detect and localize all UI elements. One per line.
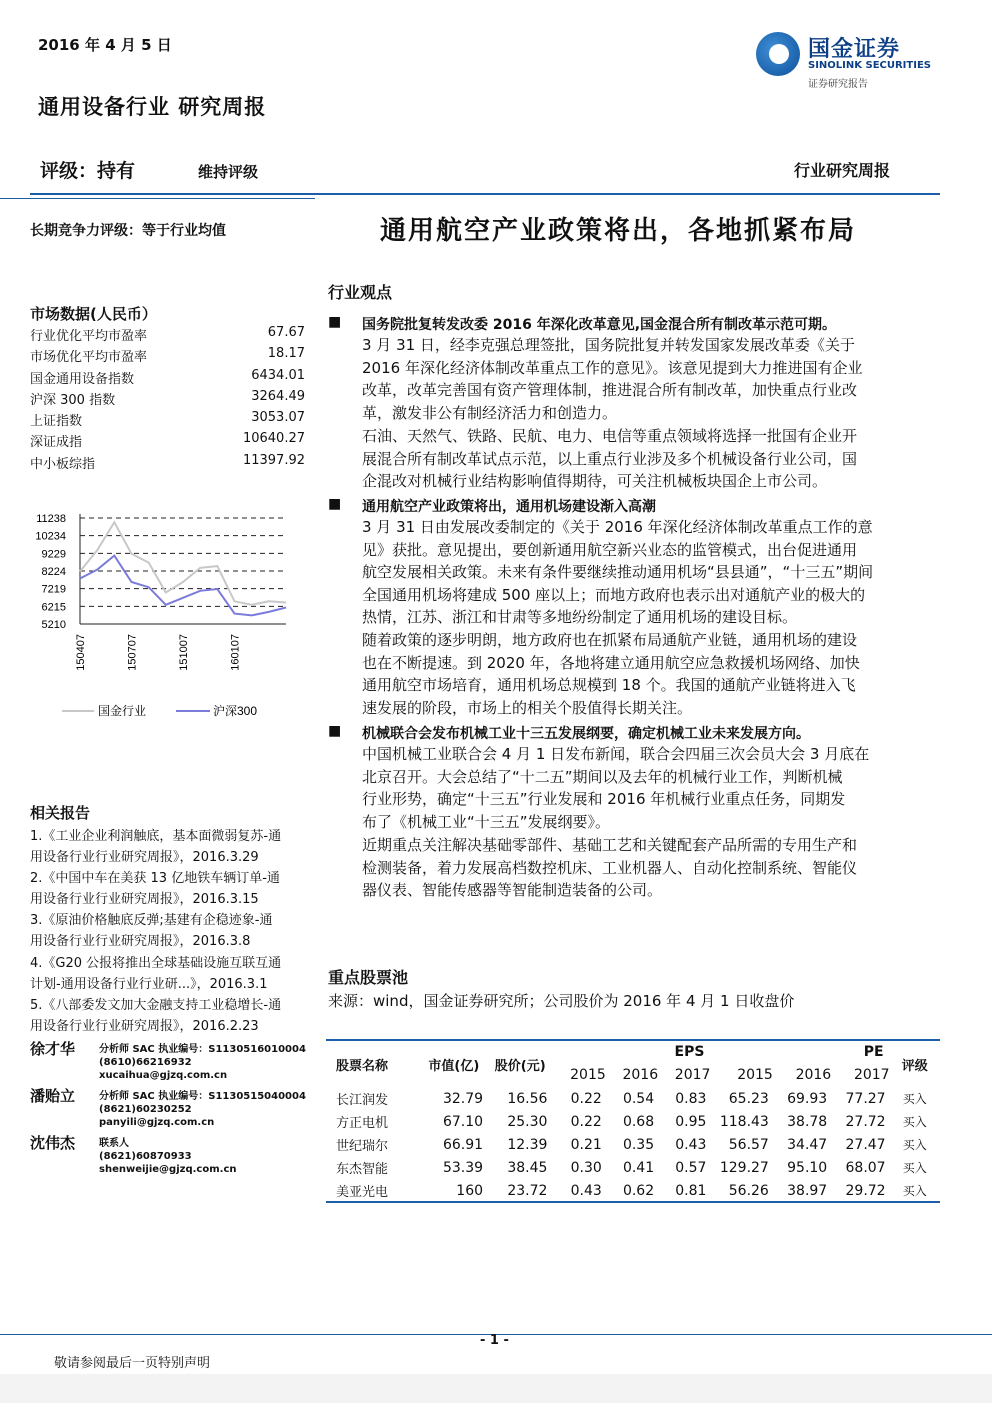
table-cell: 56.57 (728, 1136, 769, 1153)
table-cell: 38.45 (507, 1159, 548, 1176)
table-cell: 67.10 (442, 1113, 484, 1130)
related-report-line: 计划-通用设备行业行业研...》，2016.3.1 (30, 977, 268, 992)
market-row (30, 325, 305, 345)
text-line: 检测装备，着力发展高档数控机床、工业机器人、自动化控制系统、智能仪 (362, 858, 858, 877)
sidebar-divider (0, 198, 315, 199)
market-value: 67.67 (267, 325, 305, 340)
market-row (30, 368, 305, 388)
text-line: 3 月 31 日，经李克强总理签批，国务院批复并转发国家发展改革委《关于 (362, 336, 855, 354)
text-line: 革，激发非公有制经济活力和创造力。 (362, 403, 618, 422)
table-row (326, 1156, 940, 1179)
report-subtitle: 通用设备行业 研究周报 (38, 95, 267, 119)
table-cell: 95.10 (787, 1159, 828, 1176)
related-report-line: 3.《原油价格触底反弹;基建有企稳迹象-通 (30, 913, 273, 928)
table-row (326, 1087, 940, 1110)
table-cell: 68.07 (845, 1159, 886, 1176)
analyst-phone: (8610)66216932 (99, 1057, 192, 1068)
table-cell: 38.78 (787, 1113, 828, 1130)
table-cell: 0.43 (675, 1136, 707, 1153)
y-tick-label: 8224 (41, 566, 66, 578)
text-line: 随着政策的逐步明朗，地方政府也在抓紧布局通航产业链，通用机场的建设 (362, 631, 858, 649)
y-tick-label: 6215 (41, 601, 66, 614)
table-cell: 53.39 (442, 1159, 484, 1176)
market-label: 行业优化平均市盈率 (30, 329, 148, 344)
analyst-role: 联系人 (99, 1138, 129, 1149)
market-value: 18.17 (267, 346, 305, 361)
y-tick-label: 10234 (35, 530, 66, 543)
table-cell: 买入 (902, 1115, 927, 1129)
market-label: 沪深 300 指数 (30, 393, 116, 408)
market-row (30, 389, 305, 409)
table-cell: 0.21 (570, 1136, 602, 1153)
stock-table (326, 1041, 940, 1202)
text-line: 石油、天然气、铁路、民航、电力、电信等重点领域将选择一批国有企业开 (362, 427, 858, 445)
table-cell: 56.26 (728, 1182, 769, 1199)
table-cell: 方正电机 (336, 1116, 389, 1131)
text-line: 航空发展相关政策。未来有条件要继续推动通用机场“县县通”，“十三五”期间 (362, 563, 874, 582)
series-line (80, 522, 286, 605)
table-cell: 长江润发 (336, 1093, 389, 1108)
text-line: 见》获批。意见提出，要创新通用航空新兴业态的监管模式，出台促进通用 (362, 540, 858, 559)
x-tick-label: 151007 (178, 634, 190, 671)
analyst-name: 徐才华 (30, 1040, 76, 1058)
table-cell: 买入 (902, 1161, 927, 1175)
text-line: 速发展的阶段，市场上的相关个股值得长期关注。 (362, 698, 693, 717)
table-cell: 买入 (902, 1092, 927, 1106)
table-cell: 129.27 (719, 1159, 769, 1176)
year-cell: 2017 (853, 1067, 890, 1083)
table-cell: 买入 (902, 1138, 927, 1152)
analyst-info (99, 1137, 237, 1176)
table-cell: 69.93 (787, 1090, 828, 1107)
table-cell: 32.79 (442, 1090, 484, 1107)
table-cell: 0.62 (622, 1182, 655, 1199)
text-line: 3 月 31 日由发展改委制定的《关于 2016 年深化经济体制改革重点工作的意 (362, 518, 873, 536)
analyst-email[interactable]: panyili@gjzq.com.cn (99, 1117, 215, 1128)
text-line: 布了《机械工业“十三五”发展纲要》。 (362, 812, 611, 831)
year-cell: 2015 (737, 1067, 773, 1083)
text-line: 全国通用机场将建成 500 座以上；而地方政府也表示出对通航产业的极大的 (362, 585, 866, 604)
table-cell: 29.72 (845, 1182, 886, 1199)
market-label: 中小板综指 (30, 457, 96, 472)
related-report-line: 用设备行业行业研究周报》，2016.3.15 (30, 892, 259, 907)
table-cell: 16.56 (507, 1090, 548, 1107)
market-label: 国金通用设备指数 (30, 372, 135, 387)
col-mcap: 市值(亿) (428, 1058, 480, 1074)
report-date: 2016 年 4 月 5 日 (38, 36, 172, 54)
legend-label: 国金行业 (98, 704, 147, 718)
paragraph (362, 629, 944, 719)
logo-sub-text: 证券研究报告 (808, 79, 868, 90)
market-value: 11397.92 (242, 453, 305, 468)
related-report-line: 5.《八部委发文加大金融支持工业稳增长-通 (30, 998, 282, 1013)
table-bottom-rule (326, 1201, 940, 1203)
table-cell: 0.22 (570, 1090, 602, 1107)
stock-pool-title: 重点股票池 (328, 968, 409, 987)
market-row (30, 346, 305, 366)
related-report-item[interactable] (30, 826, 320, 868)
related-report-item[interactable] (30, 995, 320, 1037)
table-cell: 美亚光电 (336, 1185, 389, 1200)
analyst-phone: (8621)60870933 (99, 1151, 192, 1162)
analyst-email[interactable]: xucaihua@gjzq.com.cn (99, 1070, 228, 1081)
table-cell: 34.47 (787, 1136, 828, 1153)
text-line: 改革，改革完善国有资产管理体制，推进混合所有制改革，加快重点行业改 (362, 381, 858, 400)
table-row (326, 1179, 940, 1202)
text-line: 中国机械工业联合会 4 月 1 日发布新闻，联合会四届三次会员大会 3 月底在 (362, 745, 870, 763)
footer-band (0, 1374, 992, 1403)
section-heading: 机械联合会发布机械工业十三五发展纲要，确定机械工业未来发展方向。 (362, 726, 810, 742)
related-report-line: 用设备行业行业研究周报》，2016.3.29 (30, 850, 259, 865)
related-report-item[interactable] (30, 868, 320, 910)
table-cell: 160 (456, 1182, 484, 1199)
table-cell: 66.91 (442, 1136, 484, 1153)
market-label: 上证指数 (30, 414, 83, 429)
y-tick-label: 7219 (41, 583, 66, 596)
year-cell: 2016 (795, 1067, 832, 1083)
table-cell: 0.57 (675, 1159, 707, 1176)
y-tick-label: 5210 (41, 619, 66, 631)
table-cell: 0.68 (622, 1113, 655, 1130)
market-label: 深证成指 (30, 435, 83, 450)
year-cell: 2016 (622, 1067, 659, 1083)
table-cell: 23.72 (507, 1182, 548, 1199)
table-cell: 77.27 (845, 1090, 886, 1107)
text-line: 企混改对机械行业结构影响值得期待，可关注机械板块国企上市公司。 (362, 472, 828, 491)
table-cell: 0.54 (622, 1090, 655, 1107)
market-value: 10640.27 (242, 431, 305, 446)
market-value: 3264.49 (251, 389, 305, 404)
page-number: - 1 - (480, 1333, 509, 1348)
related-report-line: 用设备行业行业研究周报》，2016.2.23 (30, 1019, 259, 1034)
page-title: 通用航空产业政策将出，各地抓紧布局 (380, 216, 857, 246)
text-line: 器仪表、智能传感器等智能制造装备的公司。 (362, 881, 663, 900)
y-tick-label: 11238 (36, 513, 66, 525)
col-pe: PE (863, 1044, 884, 1060)
table-cell: 0.22 (570, 1113, 602, 1130)
industry-view-title: 行业观点 (328, 283, 393, 302)
y-tick-label: 9229 (41, 548, 66, 561)
col-price: 股价(元) (494, 1058, 546, 1074)
related-report-line: 1.《工业企业利润触底，基本面微弱复苏-通 (30, 829, 282, 844)
table-row (326, 1133, 940, 1156)
table-cell: 0.41 (622, 1159, 655, 1176)
related-report-line: 2.《中国中车在美获 13 亿地铁车辆订单-通 (30, 871, 280, 886)
analyst-phone: (8621)60230252 (99, 1104, 192, 1115)
related-reports-title: 相关报告 (30, 804, 91, 822)
table-cell: 买入 (902, 1184, 927, 1198)
table-cell: 0.35 (622, 1136, 655, 1153)
logo-cn-text: 国金证券 (808, 37, 901, 62)
x-tick-label: 150707 (126, 634, 139, 671)
table-cell: 27.47 (845, 1136, 886, 1153)
col-eps: EPS (674, 1044, 705, 1060)
header-divider (30, 193, 940, 195)
bullet-icon: ■ (328, 496, 342, 512)
text-line: 展混合所有制改革试点示范，以上重点行业涉及多个机械设备行业公司，国 (362, 449, 858, 468)
text-line: 也在不断提速。到 2020 年，各地将建立通用航空应急救援机场网络、加快 (362, 653, 860, 672)
table-cell: 25.30 (507, 1113, 548, 1130)
table-cell: 38.97 (787, 1182, 828, 1199)
market-data-title: 市场数据(人民币） (30, 305, 157, 323)
paragraph (362, 425, 944, 493)
long-term-rating: 长期竞争力评级：等于行业均值 (30, 223, 226, 239)
year-cell: 2015 (570, 1067, 606, 1083)
table-cell: 0.43 (570, 1182, 602, 1199)
market-value: 6434.01 (251, 368, 305, 383)
table-cell: 0.81 (675, 1182, 707, 1199)
related-report-line: 用设备行业行业研究周报》，2016.3.8 (30, 934, 251, 949)
bullet-icon: ■ (328, 314, 342, 330)
market-row (30, 453, 305, 473)
logo-en-text: SINOLINK SECURITIES (808, 60, 931, 71)
analyst-role: 分析师 SAC 执业编号：S1130516010004 (99, 1044, 306, 1055)
table-cell: 0.30 (570, 1159, 602, 1176)
text-line: 北京召开。大会总结了“十二五”期间以及去年的机械行业工作，判断机械 (362, 767, 843, 786)
analyst-email[interactable]: shenweijie@gjzq.com.cn (99, 1164, 237, 1175)
text-line: 通用航空市场培育，通用机场总规模到 18 个。我国的通航产业链将进入飞 (362, 676, 856, 695)
table-cell: 世纪瑞尔 (336, 1139, 389, 1154)
paragraph (362, 334, 944, 424)
table-cell: 65.23 (728, 1090, 769, 1107)
disclaimer-note: 敬请参阅最后一页特别声明 (54, 1356, 211, 1371)
analyst-role: 分析师 SAC 执业编号：S1130515040004 (99, 1091, 306, 1102)
text-line: 热情，江苏、浙江和甘肃等多地纷纷制定了通用机场的建设目标。 (362, 608, 798, 627)
section-heading: 国务院批复转发改委 2016 年深化改革意见,国金混合所有制改革示范可期。 (362, 317, 837, 333)
market-value: 3053.07 (251, 410, 305, 425)
analyst-info (99, 1043, 306, 1082)
text-line: 近期重点关注解决基础零部件、基础工艺和关键配套产品所需的专用生产和 (362, 836, 858, 854)
year-cell: 2017 (674, 1067, 711, 1083)
col-rating: 评级 (901, 1058, 928, 1074)
index-line-chart (28, 500, 318, 730)
market-row (30, 431, 305, 451)
section-heading: 通用航空产业政策将出，通用机场建设渐入高潮 (362, 499, 656, 515)
col-name: 股票名称 (336, 1058, 389, 1074)
table-cell: 118.43 (719, 1113, 769, 1130)
text-line: 2016 年深化经济体制改革重点工作的意见》。该意见提到大力推进国有企业 (362, 358, 863, 377)
related-report-line: 4.《G20 公报将推出全球基础设施互联互通 (30, 956, 282, 971)
table-row (326, 1110, 940, 1133)
analyst-info (99, 1090, 306, 1129)
market-row (30, 410, 305, 430)
report-type: 行业研究周报 (794, 161, 891, 180)
logo-icon (756, 32, 800, 76)
maintain-rating: 维持评级 (198, 163, 259, 181)
table-cell: 12.39 (507, 1136, 548, 1153)
company-logo (756, 30, 946, 90)
x-tick-label: 150407 (75, 634, 87, 671)
paragraph (362, 834, 944, 902)
paragraph (362, 743, 944, 833)
bullet-icon: ■ (328, 723, 342, 739)
table-header-row (326, 1041, 940, 1063)
table-cell: 东杰智能 (336, 1162, 389, 1177)
stock-source: 来源：wind，国金证券研究所；公司股价为 2016 年 4 月 1 日收盘价 (328, 992, 795, 1010)
legend-label: 沪深300 (213, 704, 258, 718)
analyst-name: 潘贻立 (30, 1087, 76, 1105)
table-cell: 0.83 (675, 1090, 707, 1107)
table-cell: 0.95 (675, 1113, 707, 1130)
analyst-name: 沈伟杰 (30, 1134, 76, 1152)
table-cell: 27.72 (845, 1113, 886, 1130)
market-label: 市场优化平均市盈率 (30, 350, 148, 365)
x-tick-label: 160107 (229, 634, 242, 671)
related-report-item[interactable] (30, 953, 320, 995)
related-report-item[interactable] (30, 910, 320, 952)
rating: 评级：持有 (40, 160, 136, 182)
paragraph (362, 516, 944, 629)
text-line: 行业形势，确定“十三五”行业发展和 2016 年机械行业重点任务，同期发 (362, 790, 846, 809)
